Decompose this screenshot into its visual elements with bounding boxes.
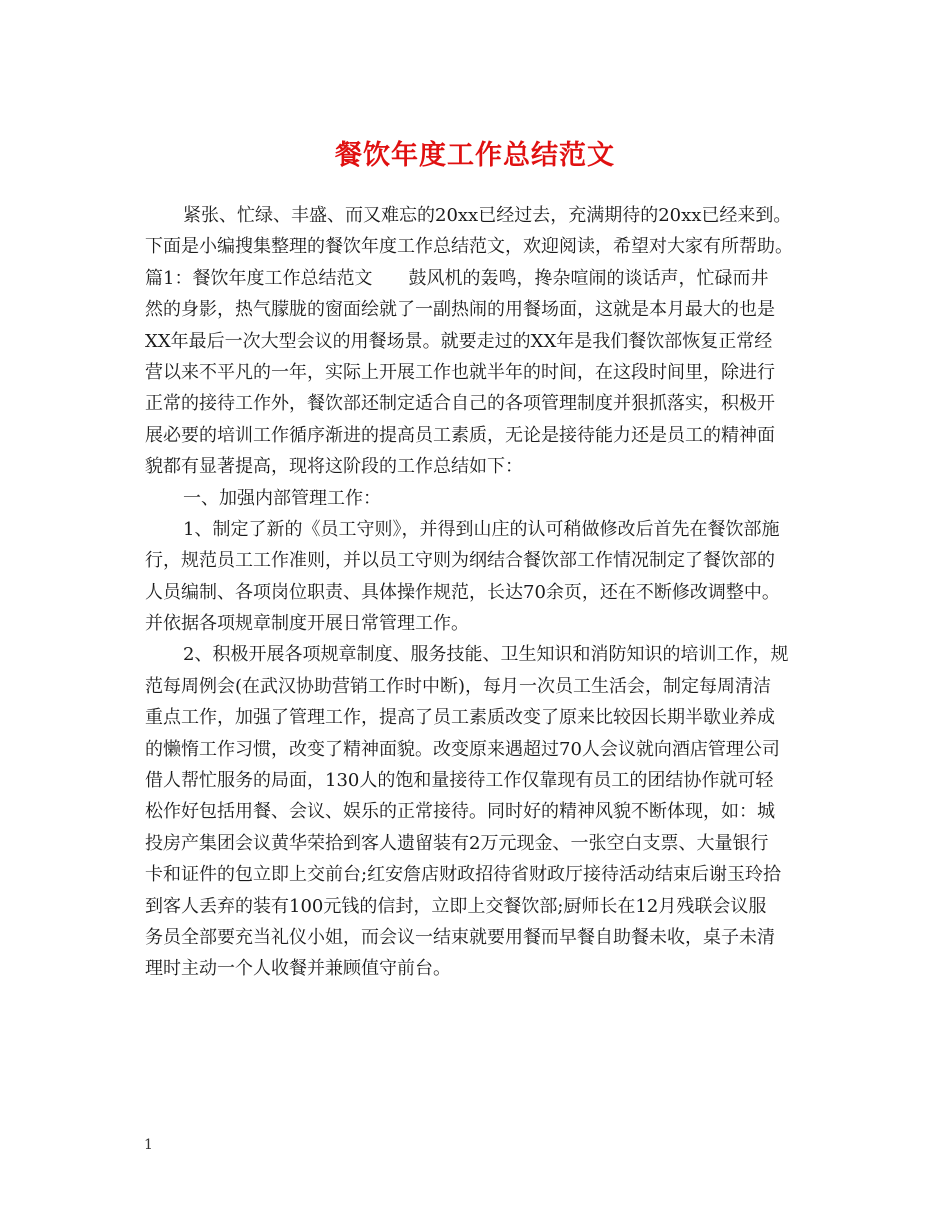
- page-number: 1: [144, 1137, 153, 1153]
- text-line-content: 人员编制、各项岗位职责、具体操作规范，长达70余页，还在不断修改调整中。: [145, 581, 780, 603]
- text-line: [145, 671, 815, 702]
- text-line: [145, 702, 815, 733]
- text-line: [145, 796, 815, 827]
- text-line-content: 松作好包括用餐、会议、娱乐的正常接待。同时好的精神风貌不断体现，如：城: [145, 801, 775, 823]
- text-line: [145, 734, 815, 765]
- text-line: [145, 765, 815, 796]
- text-line-content: 卡和证件的包立即上交前台;红安詹店财政招待省财政厅接待活动结束后谢玉玲拾: [145, 864, 782, 886]
- text-line-content: 正常的接待工作外，餐饮部还制定适合自己的各项管理制度并狠抓落实，积极开: [145, 393, 775, 415]
- text-line-content: 范每周例会(在武汉协助营销工作时中断)，每月一次员工生活会，制定每周清洁: [145, 675, 772, 697]
- text-line-content: 然的身影，热气朦胧的窗面绘就了一副热闹的用餐场面，这就是本月最大的也是: [145, 299, 775, 321]
- text-line: [145, 483, 815, 514]
- text-line-content: 投房产集团会议黄华荣拾到客人遗留装有2万元现金、一张空白支票、大量银行: [145, 832, 769, 854]
- text-line-content: 行，规范员工工作准则，并以员工守则为纲结合餐饮部工作情况制定了餐饮部的: [145, 550, 775, 572]
- text-line: [145, 545, 815, 576]
- text-line: [145, 922, 815, 953]
- document-title: 餐饮年度工作总结范文: [335, 140, 615, 171]
- text-line: [145, 514, 815, 545]
- text-line: [145, 639, 815, 670]
- text-line: [145, 263, 815, 294]
- text-line-content: 一、加强内部管理工作：: [183, 487, 381, 509]
- text-line: [145, 828, 815, 859]
- text-line-content: 的懒惰工作习惯，改变了精神面貌。改变原来遇超过70人会议就向酒店管理公司: [145, 738, 780, 760]
- text-line: [145, 451, 815, 482]
- text-line-content: 理时主动一个人收餐并兼顾值守前台。: [145, 958, 451, 980]
- text-line-content: XX年最后一次大型会议的用餐场景。就要走过的XX年是我们餐饮部恢复正常经: [145, 330, 773, 352]
- text-line: [145, 608, 815, 639]
- text-line-continuation: 鼓风机的轰鸣，搀杂喧闹的谈话声，忙碌而井: [408, 267, 769, 289]
- text-line: [145, 859, 815, 890]
- text-line: [145, 953, 815, 984]
- text-line-content: 1、制定了新的《员工守则》，并得到山庄的认可稍做修改后首先在餐饮部施: [183, 518, 780, 540]
- text-line: [145, 891, 815, 922]
- text-line-content: 并依据各项规章制度开展日常管理工作。: [145, 613, 469, 635]
- text-line-content: 篇1：餐饮年度工作总结范文: [145, 267, 373, 289]
- document-body: [145, 200, 815, 985]
- text-line-content: 到客人丢弃的装有100元钱的信封，立即上交餐饮部;厨师长在12月残联会议服: [145, 895, 767, 917]
- text-line: [145, 577, 815, 608]
- text-line: [145, 294, 815, 325]
- text-line-content: 下面是小编搜集整理的餐饮年度工作总结范文，欢迎阅读，希望对大家有所帮助。: [145, 236, 793, 258]
- text-line: [145, 231, 815, 262]
- text-line: [145, 420, 815, 451]
- text-line-content: 借人帮忙服务的局面，130人的饱和量接待工作仅靠现有员工的团结协作就可轻: [145, 770, 774, 792]
- text-line: [145, 326, 815, 357]
- text-line-content: 重点工作，加强了管理工作，提高了员工素质改变了原来比较因长期半歇业养成: [145, 707, 775, 729]
- text-line-content: 展必要的培训工作循序渐进的提高员工素质，无论是接待能力还是员工的精神面: [145, 424, 775, 446]
- text-line: [145, 200, 815, 231]
- text-line: [145, 357, 815, 388]
- text-line-content: 务员全部要充当礼仪小姐，而会议一结束就要用餐而早餐自助餐未收，桌子未清: [145, 926, 775, 948]
- text-line-content: 貌都有显著提高，现将这阶段的工作总结如下：: [145, 456, 523, 478]
- text-line-content: 2、积极开展各项规章制度、服务技能、卫生知识和消防知识的培训工作，规: [183, 644, 789, 666]
- text-line: [145, 388, 815, 419]
- text-line-content: 营以来不平凡的一年，实际上开展工作也就半年的时间，在这段时间里，除进行: [145, 361, 775, 383]
- text-line-content: 紧张、忙绿、丰盛、而又难忘的20xx已经过去，充满期待的20xx已经来到。: [183, 205, 792, 226]
